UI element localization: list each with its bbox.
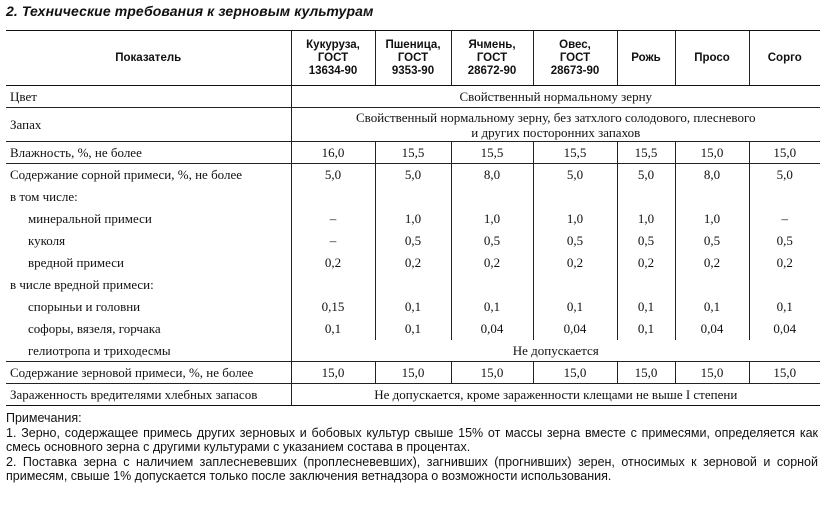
merged-value: Свойственный нормальному зерну, без затхлого солодового, плесневого и других посторонних запахов xyxy=(291,108,820,142)
cell-value: 0,1 xyxy=(291,318,375,340)
table-row-moisture xyxy=(6,142,820,164)
table-row-harmful-impurity xyxy=(6,252,820,274)
row-label: в том числе: xyxy=(10,189,78,204)
cell-value: 5,0 xyxy=(291,164,375,186)
column-header-corn: Кукуруза, ГОСТ 13634-90 xyxy=(291,31,375,86)
cell-value: 1,0 xyxy=(375,208,451,230)
grain-requirements-table xyxy=(6,30,820,406)
row-label: софоры, вязеля, горчака xyxy=(28,321,161,336)
cell-value: – xyxy=(291,230,375,252)
cell-value: 0,2 xyxy=(375,252,451,274)
cell-value: 5,0 xyxy=(749,164,820,186)
cell-value: 0,04 xyxy=(749,318,820,340)
table-row-heliotrope xyxy=(6,340,820,362)
cell-value: 15,5 xyxy=(451,142,533,164)
cell-value: 0,5 xyxy=(675,230,749,252)
table-row-smell xyxy=(6,108,820,142)
table-header-row xyxy=(6,31,820,86)
cell-value: 0,5 xyxy=(617,230,675,252)
cell-value: 8,0 xyxy=(675,164,749,186)
cell-value: 0,04 xyxy=(675,318,749,340)
merged-value: Не допускается, кроме зараженности клещами не выше I степени xyxy=(291,384,820,406)
column-header-oats: Овес, ГОСТ 28673-90 xyxy=(533,31,617,86)
cell-value: 0,2 xyxy=(533,252,617,274)
column-header-indicator: Показатель xyxy=(6,31,291,86)
column-header-sorghum: Сорго xyxy=(749,31,820,86)
cell-value: 5,0 xyxy=(375,164,451,186)
cell-value: 1,0 xyxy=(675,208,749,230)
table-row-weed-impurity xyxy=(6,164,820,186)
cell-value: 5,0 xyxy=(533,164,617,186)
cell-value: 0,1 xyxy=(749,296,820,318)
row-label: гелиотропа и триходесмы xyxy=(6,340,291,362)
column-header-rye: Рожь xyxy=(617,31,675,86)
cell-value: 0,5 xyxy=(451,230,533,252)
column-header-wheat: Пшеница, ГОСТ 9353-90 xyxy=(375,31,451,86)
cell-value: 15,0 xyxy=(749,362,820,384)
cell-value: 0,1 xyxy=(675,296,749,318)
cell-value: 15,0 xyxy=(749,142,820,164)
cell-value: 1,0 xyxy=(451,208,533,230)
cell-value: 0,5 xyxy=(375,230,451,252)
table-row-pests xyxy=(6,384,820,406)
cell-value: 15,0 xyxy=(675,362,749,384)
cell-value: 0,2 xyxy=(617,252,675,274)
row-label: в числе вредной примеси: xyxy=(10,277,154,292)
cell-value: 0,04 xyxy=(533,318,617,340)
row-label: Зараженность вредителями хлебных запасов xyxy=(6,384,291,406)
table-row-mineral xyxy=(6,208,820,230)
merged-value: Свойственный нормальному зерну xyxy=(291,86,820,108)
cell-value: 0,2 xyxy=(451,252,533,274)
table-row-cockle xyxy=(6,230,820,252)
cell-value: 16,0 xyxy=(291,142,375,164)
cell-value: 1,0 xyxy=(533,208,617,230)
row-label: Цвет xyxy=(6,86,291,108)
table-row-sophora xyxy=(6,318,820,340)
cell-value: 0,1 xyxy=(451,296,533,318)
cell-value: 0,5 xyxy=(749,230,820,252)
cell-value: 15,0 xyxy=(617,362,675,384)
cell-value: 15,5 xyxy=(533,142,617,164)
cell-value: 15,0 xyxy=(675,142,749,164)
notes-heading: Примечания: xyxy=(6,411,82,425)
row-label: Содержание зерновой примеси, %, не более xyxy=(6,362,291,384)
column-header-millet: Просо xyxy=(675,31,749,86)
cell-value: 0,1 xyxy=(617,318,675,340)
cell-value: 0,5 xyxy=(533,230,617,252)
table-row-grain-impurity xyxy=(6,362,820,384)
cell-value: 8,0 xyxy=(451,164,533,186)
cell-value: 0,2 xyxy=(749,252,820,274)
row-label: Содержание сорной примеси, %, не более xyxy=(10,167,243,183)
notes-section xyxy=(6,411,818,484)
cell-value: 0,15 xyxy=(291,296,375,318)
row-label: вредной примеси xyxy=(28,255,124,270)
cell-value: 0,1 xyxy=(375,296,451,318)
cell-value: 0,1 xyxy=(533,296,617,318)
cell-value: 15,0 xyxy=(291,362,375,384)
row-label: куколя xyxy=(28,233,66,248)
table-row-including xyxy=(6,186,820,208)
cell-value: – xyxy=(291,208,375,230)
table-row-ergot xyxy=(6,296,820,318)
cell-value: 15,0 xyxy=(451,362,533,384)
cell-value: 5,0 xyxy=(617,164,675,186)
row-label: спорыньи и головни xyxy=(28,299,141,314)
cell-value: 0,2 xyxy=(675,252,749,274)
row-label: Запах xyxy=(6,108,291,142)
table-row-harmful-including xyxy=(6,274,820,296)
cell-value: 0,2 xyxy=(291,252,375,274)
table-row-color xyxy=(6,86,820,108)
cell-value: 15,5 xyxy=(375,142,451,164)
row-label: минеральной примеси xyxy=(28,211,152,226)
row-label: Влажность, %, не более xyxy=(6,142,291,164)
column-header-barley: Ячмень, ГОСТ 28672-90 xyxy=(451,31,533,86)
note-1: 1. Зерно, содержащее примесь других зерновых и бобовых культур свыше 15% от массы зерна вместе с примесями, определяется как смесь основного зерна с другими культурами с указанием состава в процентах. xyxy=(6,425,818,454)
cell-value: 0,1 xyxy=(375,318,451,340)
cell-value: 0,1 xyxy=(617,296,675,318)
cell-value: 15,0 xyxy=(375,362,451,384)
merged-value: Не допускается xyxy=(291,340,820,362)
cell-value: 0,04 xyxy=(451,318,533,340)
document-title: 2. Технические требования к зерновым культурам xyxy=(6,3,374,19)
cell-value: 15,5 xyxy=(617,142,675,164)
note-2: 2. Поставка зерна с наличием заплесневевших (проплесневевших), загнивших (прогнивших) зерен, относимых к зерновой и сорной примесям, свыше 1% допускается только после заключения ветнадзора о возможности использования. xyxy=(6,454,818,483)
cell-value: 15,0 xyxy=(533,362,617,384)
cell-value: 1,0 xyxy=(617,208,675,230)
cell-value: – xyxy=(749,208,820,230)
